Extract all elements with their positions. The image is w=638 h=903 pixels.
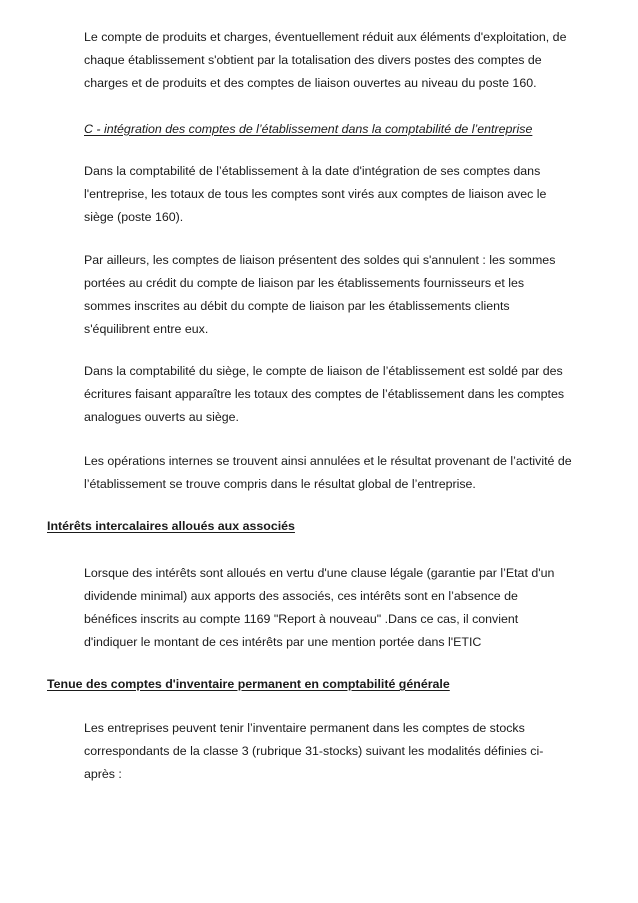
text-line: charges et de produits et des comptes de liaison ouvertes au niveau du poste 160. — [84, 76, 537, 90]
text-line: sommes inscrites au débit du compte de liaison par les établissements clients — [84, 299, 510, 313]
text-line: écritures faisant apparaître les totaux des comptes de l’établissement dans les comptes — [84, 387, 565, 401]
text-line: l'entreprise, les totaux de tous les comptes sont virés aux comptes de liaison avec le — [84, 187, 547, 201]
text-line: dividende minimal) aux apports des associés, ces intérêts sont en l’absence de — [84, 589, 518, 603]
paragraph-comptabilite-etablissement — [84, 160, 596, 229]
text-line: siège (poste 160). — [84, 210, 184, 224]
paragraph-operations-internes — [84, 450, 596, 496]
text-line: l’établissement se trouve compris dans le résultat global de l’entreprise. — [84, 477, 476, 491]
paragraph-compte-produits-charges — [84, 26, 596, 95]
paragraph-inventaire-permanent — [84, 717, 596, 786]
text-line: Les entreprises peuvent tenir l’inventaire permanent dans les comptes de stocks — [84, 721, 525, 735]
heading-tenue-comptes-inventaire: Tenue des comptes d'inventaire permanent en comptabilité générale — [47, 677, 450, 691]
text-line: analogues ouverts au siège. — [84, 410, 239, 424]
text-line: Lorsque des intérêts sont alloués en vertu d'une clause légale (garantie par l’Etat d'un — [84, 566, 555, 580]
paragraph-comptabilite-siege — [84, 360, 596, 429]
text-line: d'indiquer le montant de ces intérêts par une mention portée dans l'ETIC — [84, 635, 482, 649]
subheading-integration-comptes: C - intégration des comptes de l’établissement dans la comptabilité de l’entreprise — [84, 122, 533, 136]
text-line: Le compte de produits et charges, éventuellement réduit aux éléments d'exploitation, de — [84, 30, 567, 44]
text-line: après : — [84, 767, 122, 781]
text-line: Dans la comptabilité de l’établissement à la date d'intégration de ses comptes dans — [84, 164, 541, 178]
text-line: chaque établissement s'obtient par la totalisation des divers postes des comptes de — [84, 53, 542, 67]
text-line: Par ailleurs, les comptes de liaison présentent des soldes qui s'annulent : les sommes — [84, 253, 556, 267]
text-line: portées au crédit du compte de liaison par les établissements fournisseurs et les — [84, 276, 525, 290]
text-line: Dans la comptabilité du siège, le compte de liaison de l’établissement est soldé par des — [84, 364, 563, 378]
text-line: Les opérations internes se trouvent ainsi annulées et le résultat provenant de l’activité de — [84, 454, 572, 468]
text-line: bénéfices inscrits au compte 1169 "Report à nouveau" .Dans ce cas, il convient — [84, 612, 519, 626]
text-line: correspondants de la classe 3 (rubrique 31-stocks) suivant les modalités définies ci- — [84, 744, 544, 758]
text-line: s'équilibrent entre eux. — [84, 322, 209, 336]
paragraph-interets-alloues — [84, 562, 596, 654]
heading-interets-intercalaires: Intérêts intercalaires alloués aux associés — [47, 519, 295, 533]
paragraph-comptes-liaison — [84, 249, 596, 341]
